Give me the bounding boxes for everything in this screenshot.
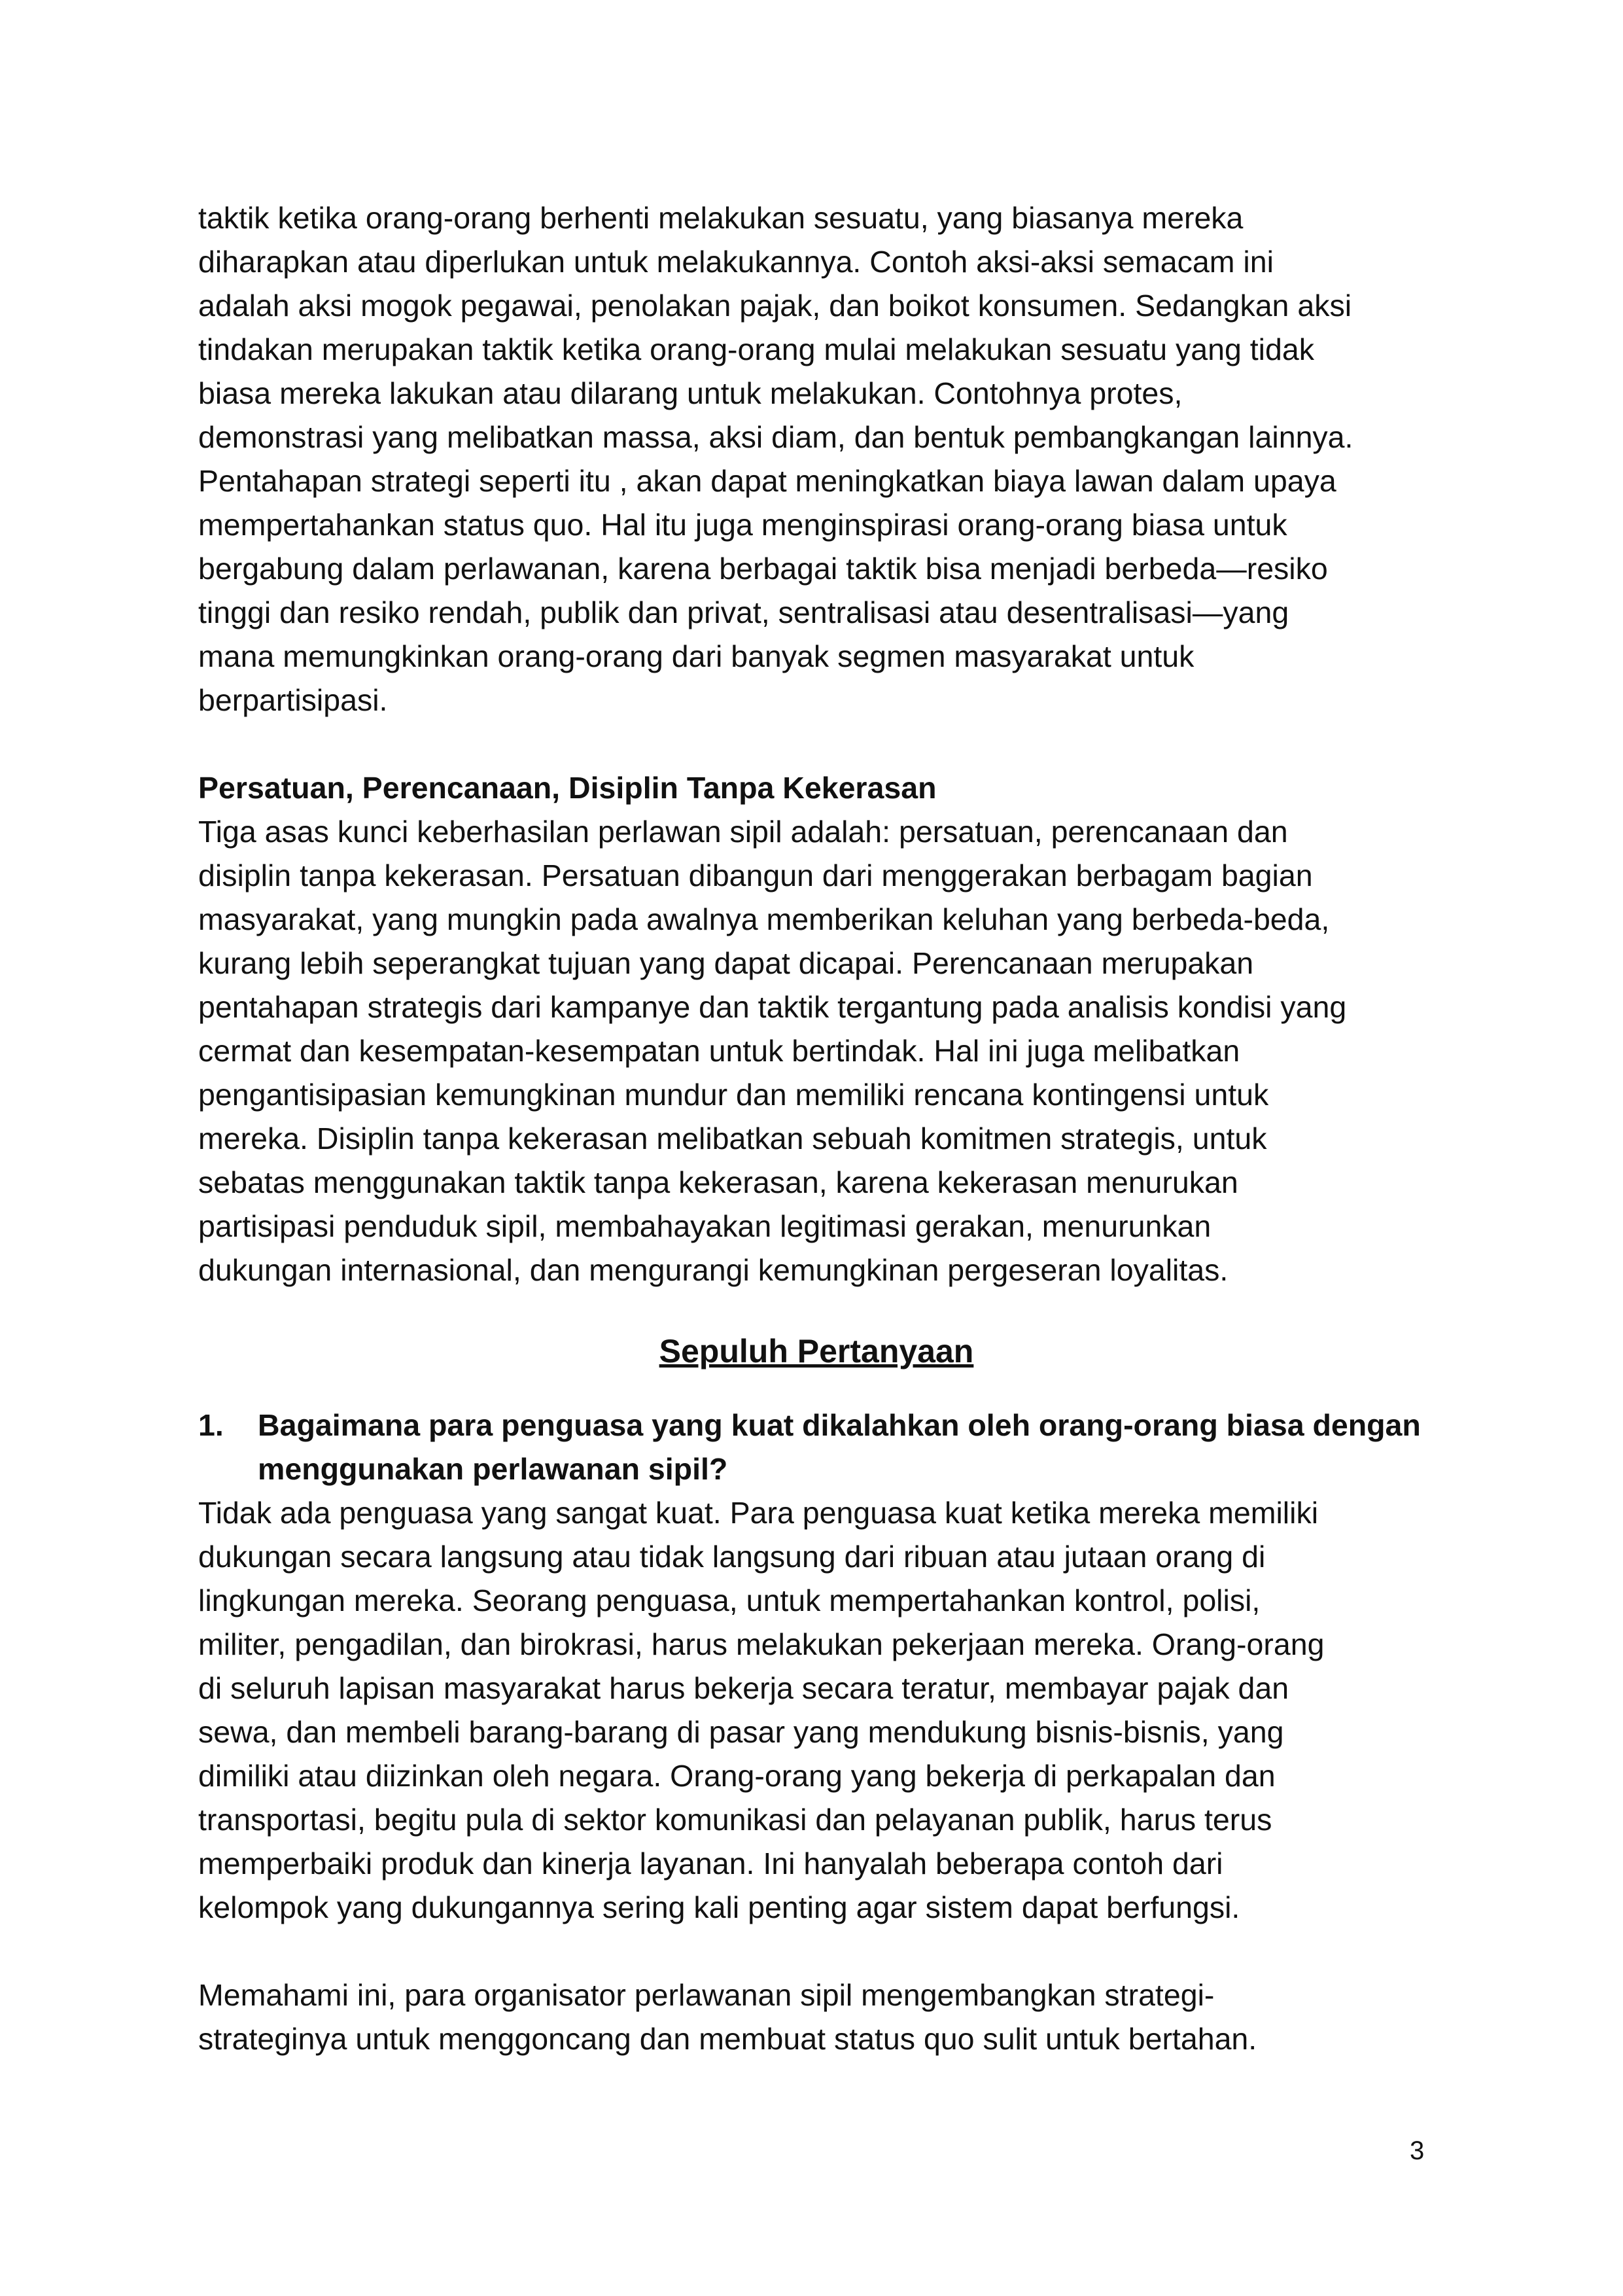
body-paragraph-4 [198, 1973, 1435, 2061]
text-line: cermat dan kesempatan-kesempatan untuk bertindak. Hal ini juga melibatkan [198, 1034, 1240, 1068]
text-line: mempertahankan status quo. Hal itu juga menginspirasi orang-orang biasa untuk [198, 508, 1287, 542]
subheading: Persatuan, Perencanaan, Disiplin Tanpa Kekerasan [198, 771, 937, 805]
question-number: 1. [198, 1408, 224, 1442]
text-line: dukungan internasional, dan mengurangi kemungkinan pergeseran loyalitas. [198, 1253, 1229, 1287]
text-line: Memahami ini, para organisator perlawanan sipil mengembangkan strategi- [198, 1978, 1215, 2012]
text-line: diharapkan atau diperlukan untuk melakukannya. Contoh aksi-aksi semacam ini [198, 245, 1274, 279]
question-line: Bagaimana para penguasa yang kuat dikalahkan oleh orang-orang biasa dengan [258, 1408, 1421, 1442]
text-line: Pentahapan strategi seperti itu , akan dapat meningkatkan biaya lawan dalam upaya [198, 464, 1336, 498]
text-line: di seluruh lapisan masyarakat harus bekerja secara teratur, membayar pajak dan [198, 1671, 1289, 1705]
text-line: masyarakat, yang mungkin pada awalnya memberikan keluhan yang berbeda-beda, [198, 902, 1330, 936]
question-line: menggunakan perlawanan sipil? [258, 1452, 728, 1486]
body-paragraph-1 [198, 196, 1435, 722]
text-line: tinggi dan resiko rendah, publik dan privat, sentralisasi atau desentralisasi—yang [198, 595, 1289, 629]
text-line: strateginya untuk menggoncang dan membuat status quo sulit untuk bertahan. [198, 2022, 1257, 2056]
text-line: Tidak ada penguasa yang sangat kuat. Para penguasa kuat ketika mereka memiliki [198, 1496, 1319, 1530]
text-line: berpartisipasi. [198, 683, 388, 717]
section-title: Sepuluh Pertanyaan [659, 1333, 974, 1369]
text-line: mana memungkinkan orang-orang dari banyak segmen masyarakat untuk [198, 639, 1195, 673]
document-page [198, 196, 1435, 2061]
text-line: sewa, dan membeli barang-barang di pasar yang mendukung bisnis-bisnis, yang [198, 1715, 1284, 1749]
paragraph-gap [198, 1930, 1435, 1973]
text-line: partisipasi penduduk sipil, membahayakan legitimasi gerakan, menurunkan [198, 1209, 1212, 1243]
text-line: demonstrasi yang melibatkan massa, aksi diam, dan bentuk pembangkangan lainnya. [198, 420, 1353, 454]
text-line: taktik ketika orang-orang berhenti melakukan sesuatu, yang biasanya mereka [198, 201, 1244, 235]
text-line: militer, pengadilan, dan birokrasi, harus melakukan pekerjaan mereka. Orang-orang [198, 1627, 1325, 1661]
question-heading-1 [198, 1404, 1435, 1491]
body-paragraph-2 [198, 810, 1435, 1292]
text-line: biasa mereka lakukan atau dilarang untuk melakukan. Contohnya protes, [198, 376, 1183, 410]
text-line: pengantisipasian kemungkinan mundur dan memiliki rencana kontingensi untuk [198, 1078, 1269, 1112]
text-line: pentahapan strategis dari kampanye dan taktik tergantung pada analisis kondisi yang [198, 990, 1347, 1024]
text-line: Tiga asas kunci keberhasilan perlawan sipil adalah: persatuan, perencanaan dan [198, 815, 1288, 849]
text-line: kelompok yang dukungannya sering kali penting agar sistem dapat berfungsi. [198, 1890, 1240, 1924]
text-line: dukungan secara langsung atau tidak langsung dari ribuan atau jutaan orang di [198, 1540, 1266, 1574]
text-line: adalah aksi mogok pegawai, penolakan pajak, dan boikot konsumen. Sedangkan aksi [198, 289, 1352, 323]
text-line: sebatas menggunakan taktik tanpa kekerasan, karena kekerasan menurukan [198, 1165, 1238, 1199]
text-line: disiplin tanpa kekerasan. Persatuan dibangun dari menggerakan berbagam bagian [198, 858, 1313, 892]
page-number: 3 [1410, 2136, 1425, 2165]
paragraph-gap [198, 1377, 1435, 1404]
text-line: mereka. Disiplin tanpa kekerasan melibatkan sebuah komitmen strategis, untuk [198, 1122, 1267, 1156]
text-line: bergabung dalam perlawanan, karena berbagai taktik bisa menjadi berbeda—resiko [198, 552, 1328, 586]
text-line: dimiliki atau diizinkan oleh negara. Orang-orang yang bekerja di perkapalan dan [198, 1759, 1276, 1793]
text-line: lingkungan mereka. Seorang penguasa, untuk mempertahankan kontrol, polisi, [198, 1583, 1261, 1617]
text-line: memperbaiki produk dan kinerja layanan. Ini hanyalah beberapa contoh dari [198, 1846, 1223, 1881]
paragraph-gap [198, 1292, 1435, 1325]
body-paragraph-3 [198, 1491, 1435, 1930]
text-line: tindakan merupakan taktik ketika orang-orang mulai melakukan sesuatu yang tidak [198, 332, 1314, 366]
text-line: transportasi, begitu pula di sektor komunikasi dan pelayanan publik, harus terus [198, 1803, 1272, 1837]
text-line: kurang lebih seperangkat tujuan yang dapat dicapai. Perencanaan merupakan [198, 946, 1254, 980]
paragraph-gap [198, 722, 1435, 766]
